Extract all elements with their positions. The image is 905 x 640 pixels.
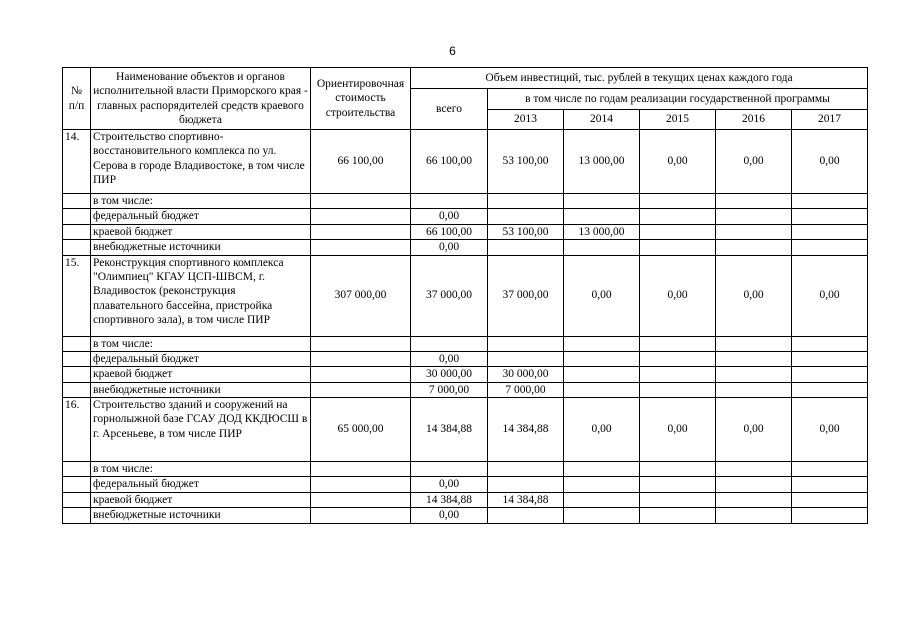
object-year-value: 0,00: [640, 255, 716, 336]
sub-label: в том числе:: [91, 462, 311, 477]
object-cost: 65 000,00: [311, 398, 411, 462]
object-year-value: 0,00: [716, 130, 792, 194]
header-row-1: [63, 68, 868, 89]
sub-label: в том числе:: [91, 336, 311, 351]
regional-total: 30 000,00: [411, 367, 488, 382]
object-year-value: 0,00: [792, 398, 868, 462]
object-name: Строительство зданий и сооружений на горнолыжной базе ГСАУ ДОД ККДЮСШ в г. Арсеньеве, в том числе ПИР: [91, 398, 311, 462]
object-row: [63, 398, 868, 462]
object-year-value: 0,00: [716, 398, 792, 462]
sub-row-including: [63, 462, 868, 477]
sub-label: внебюджетные источники: [91, 508, 311, 523]
sub-row-including: [63, 194, 868, 209]
header-year: 2013: [488, 110, 564, 130]
header-name: Наименование объектов и органов исполнительной власти Приморского края - главных распорядителей средств краевого бюджета: [91, 68, 311, 130]
object-year-value: 0,00: [792, 130, 868, 194]
object-year-value: 14 384,88: [488, 398, 564, 462]
object-num: 16.: [63, 398, 91, 462]
object-total: 66 100,00: [411, 130, 488, 194]
sub-label: внебюджетные источники: [91, 382, 311, 397]
sub-row-regional: [63, 492, 868, 507]
sub-row-including: [63, 336, 868, 351]
sub-row-regional: [63, 224, 868, 239]
header-total: всего: [411, 89, 488, 130]
extra-total: 0,00: [411, 508, 488, 523]
header-by-years: в том числе по годам реализации государственной программы: [488, 89, 868, 110]
sub-row-federal: [63, 477, 868, 492]
regional-2014: 13 000,00: [564, 224, 640, 239]
investment-table: [62, 67, 868, 524]
regional-total: 14 384,88: [411, 492, 488, 507]
sub-label: федеральный бюджет: [91, 477, 311, 492]
extra-2013: 7 000,00: [488, 382, 564, 397]
object-year-value: 13 000,00: [564, 130, 640, 194]
header-year: 2015: [640, 110, 716, 130]
sub-label: краевой бюджет: [91, 224, 311, 239]
object-total: 14 384,88: [411, 398, 488, 462]
sub-label: краевой бюджет: [91, 492, 311, 507]
sub-row-federal: [63, 351, 868, 366]
federal-total: 0,00: [411, 351, 488, 366]
sub-label: федеральный бюджет: [91, 209, 311, 224]
sub-label: в том числе:: [91, 194, 311, 209]
object-year-value: 0,00: [564, 255, 640, 336]
sub-row-extra: [63, 508, 868, 523]
sub-row-extra: [63, 240, 868, 255]
object-total: 37 000,00: [411, 255, 488, 336]
header-volume: Объем инвестиций, тыс. рублей в текущих ценах каждого года: [411, 68, 868, 89]
object-row: [63, 255, 868, 336]
regional-total: 66 100,00: [411, 224, 488, 239]
regional-2013: 53 100,00: [488, 224, 564, 239]
object-cost: 66 100,00: [311, 130, 411, 194]
header-cost: Ориентировочная стоимость строительства: [311, 68, 411, 130]
object-name: Строительство спортивно-восстановительного комплекса по ул. Серова в городе Владивостоке, в том числе ПИР: [91, 130, 311, 194]
federal-total: 0,00: [411, 209, 488, 224]
header-year: 2016: [716, 110, 792, 130]
object-year-value: 0,00: [564, 398, 640, 462]
sub-label: краевой бюджет: [91, 367, 311, 382]
sub-label: внебюджетные источники: [91, 240, 311, 255]
page-number: 6: [449, 44, 456, 58]
regional-2013: 14 384,88: [488, 492, 564, 507]
object-name: Реконструкция спортивного комплекса "Олимпиец" КГАУ ЦСП-ШВСМ, г. Владивосток (реконструкция плавательного бассейна, пристройка спортивного зала), в том числе ПИР: [91, 255, 311, 336]
object-year-value: 0,00: [640, 130, 716, 194]
federal-total: 0,00: [411, 477, 488, 492]
object-year-value: 0,00: [716, 255, 792, 336]
sub-row-federal: [63, 209, 868, 224]
object-year-value: 53 100,00: [488, 130, 564, 194]
object-num: 14.: [63, 130, 91, 194]
sub-row-regional: [63, 367, 868, 382]
extra-total: 7 000,00: [411, 382, 488, 397]
object-row: [63, 130, 868, 194]
sub-row-extra: [63, 382, 868, 397]
object-cost: 307 000,00: [311, 255, 411, 336]
object-year-value: 37 000,00: [488, 255, 564, 336]
header-num: № п/п: [63, 68, 91, 130]
header-year: 2014: [564, 110, 640, 130]
header-year: 2017: [792, 110, 868, 130]
regional-2013: 30 000,00: [488, 367, 564, 382]
sub-label: федеральный бюджет: [91, 351, 311, 366]
object-num: 15.: [63, 255, 91, 336]
extra-total: 0,00: [411, 240, 488, 255]
object-year-value: 0,00: [640, 398, 716, 462]
object-year-value: 0,00: [792, 255, 868, 336]
